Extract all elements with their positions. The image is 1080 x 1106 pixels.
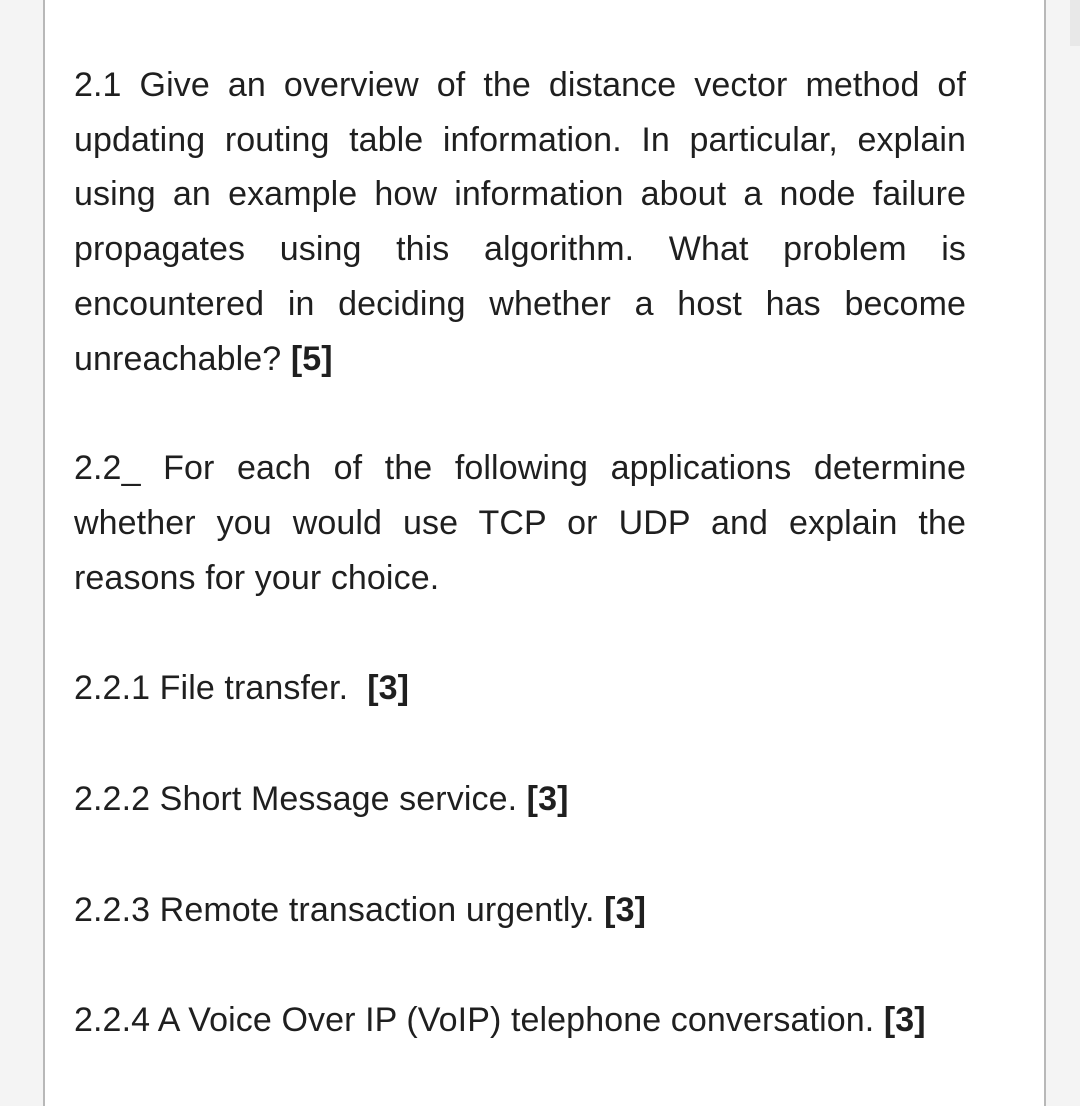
question-2-2-2 [74, 772, 966, 827]
question-2-2-1-marks: [3] [367, 669, 410, 708]
document-page [43, 0, 1046, 1106]
question-2-2-4 [74, 993, 966, 1048]
question-2-2-text: 2.2_ For each of the following applications determine whether you would use TCP or UDP and explain the reasons for your choice. [74, 449, 966, 597]
question-2-2-4-marks: [3] [883, 1001, 926, 1040]
question-2-1 [74, 58, 966, 386]
question-2-2 [74, 441, 966, 605]
question-2-2-3-text: 2.2.3 Remote transaction urgently. [74, 890, 595, 929]
question-2-2-1-text: 2.2.1 File transfer. [74, 669, 349, 708]
question-2-2-4-text: 2.2.4 A Voice Over IP (VoIP) telephone conversation. [74, 1001, 875, 1040]
question-list [74, 58, 966, 1048]
question-2-1-marks: [5] [290, 339, 333, 378]
question-2-2-2-marks: [3] [526, 780, 569, 819]
question-2-2-3 [74, 883, 966, 938]
question-2-2-2-text: 2.2.2 Short Message service. [74, 780, 518, 819]
adjacent-page-edge [1070, 0, 1080, 46]
question-2-2-1 [74, 661, 966, 716]
question-2-1-text: 2.1 Give an overview of the distance vector method of updating routing table information. In particular, explain using an example how information about a node failure propagates using this algorithm. What problem is encountered in deciding whether a host has become unreachable? [74, 66, 966, 378]
question-2-2-3-marks: [3] [604, 890, 647, 929]
